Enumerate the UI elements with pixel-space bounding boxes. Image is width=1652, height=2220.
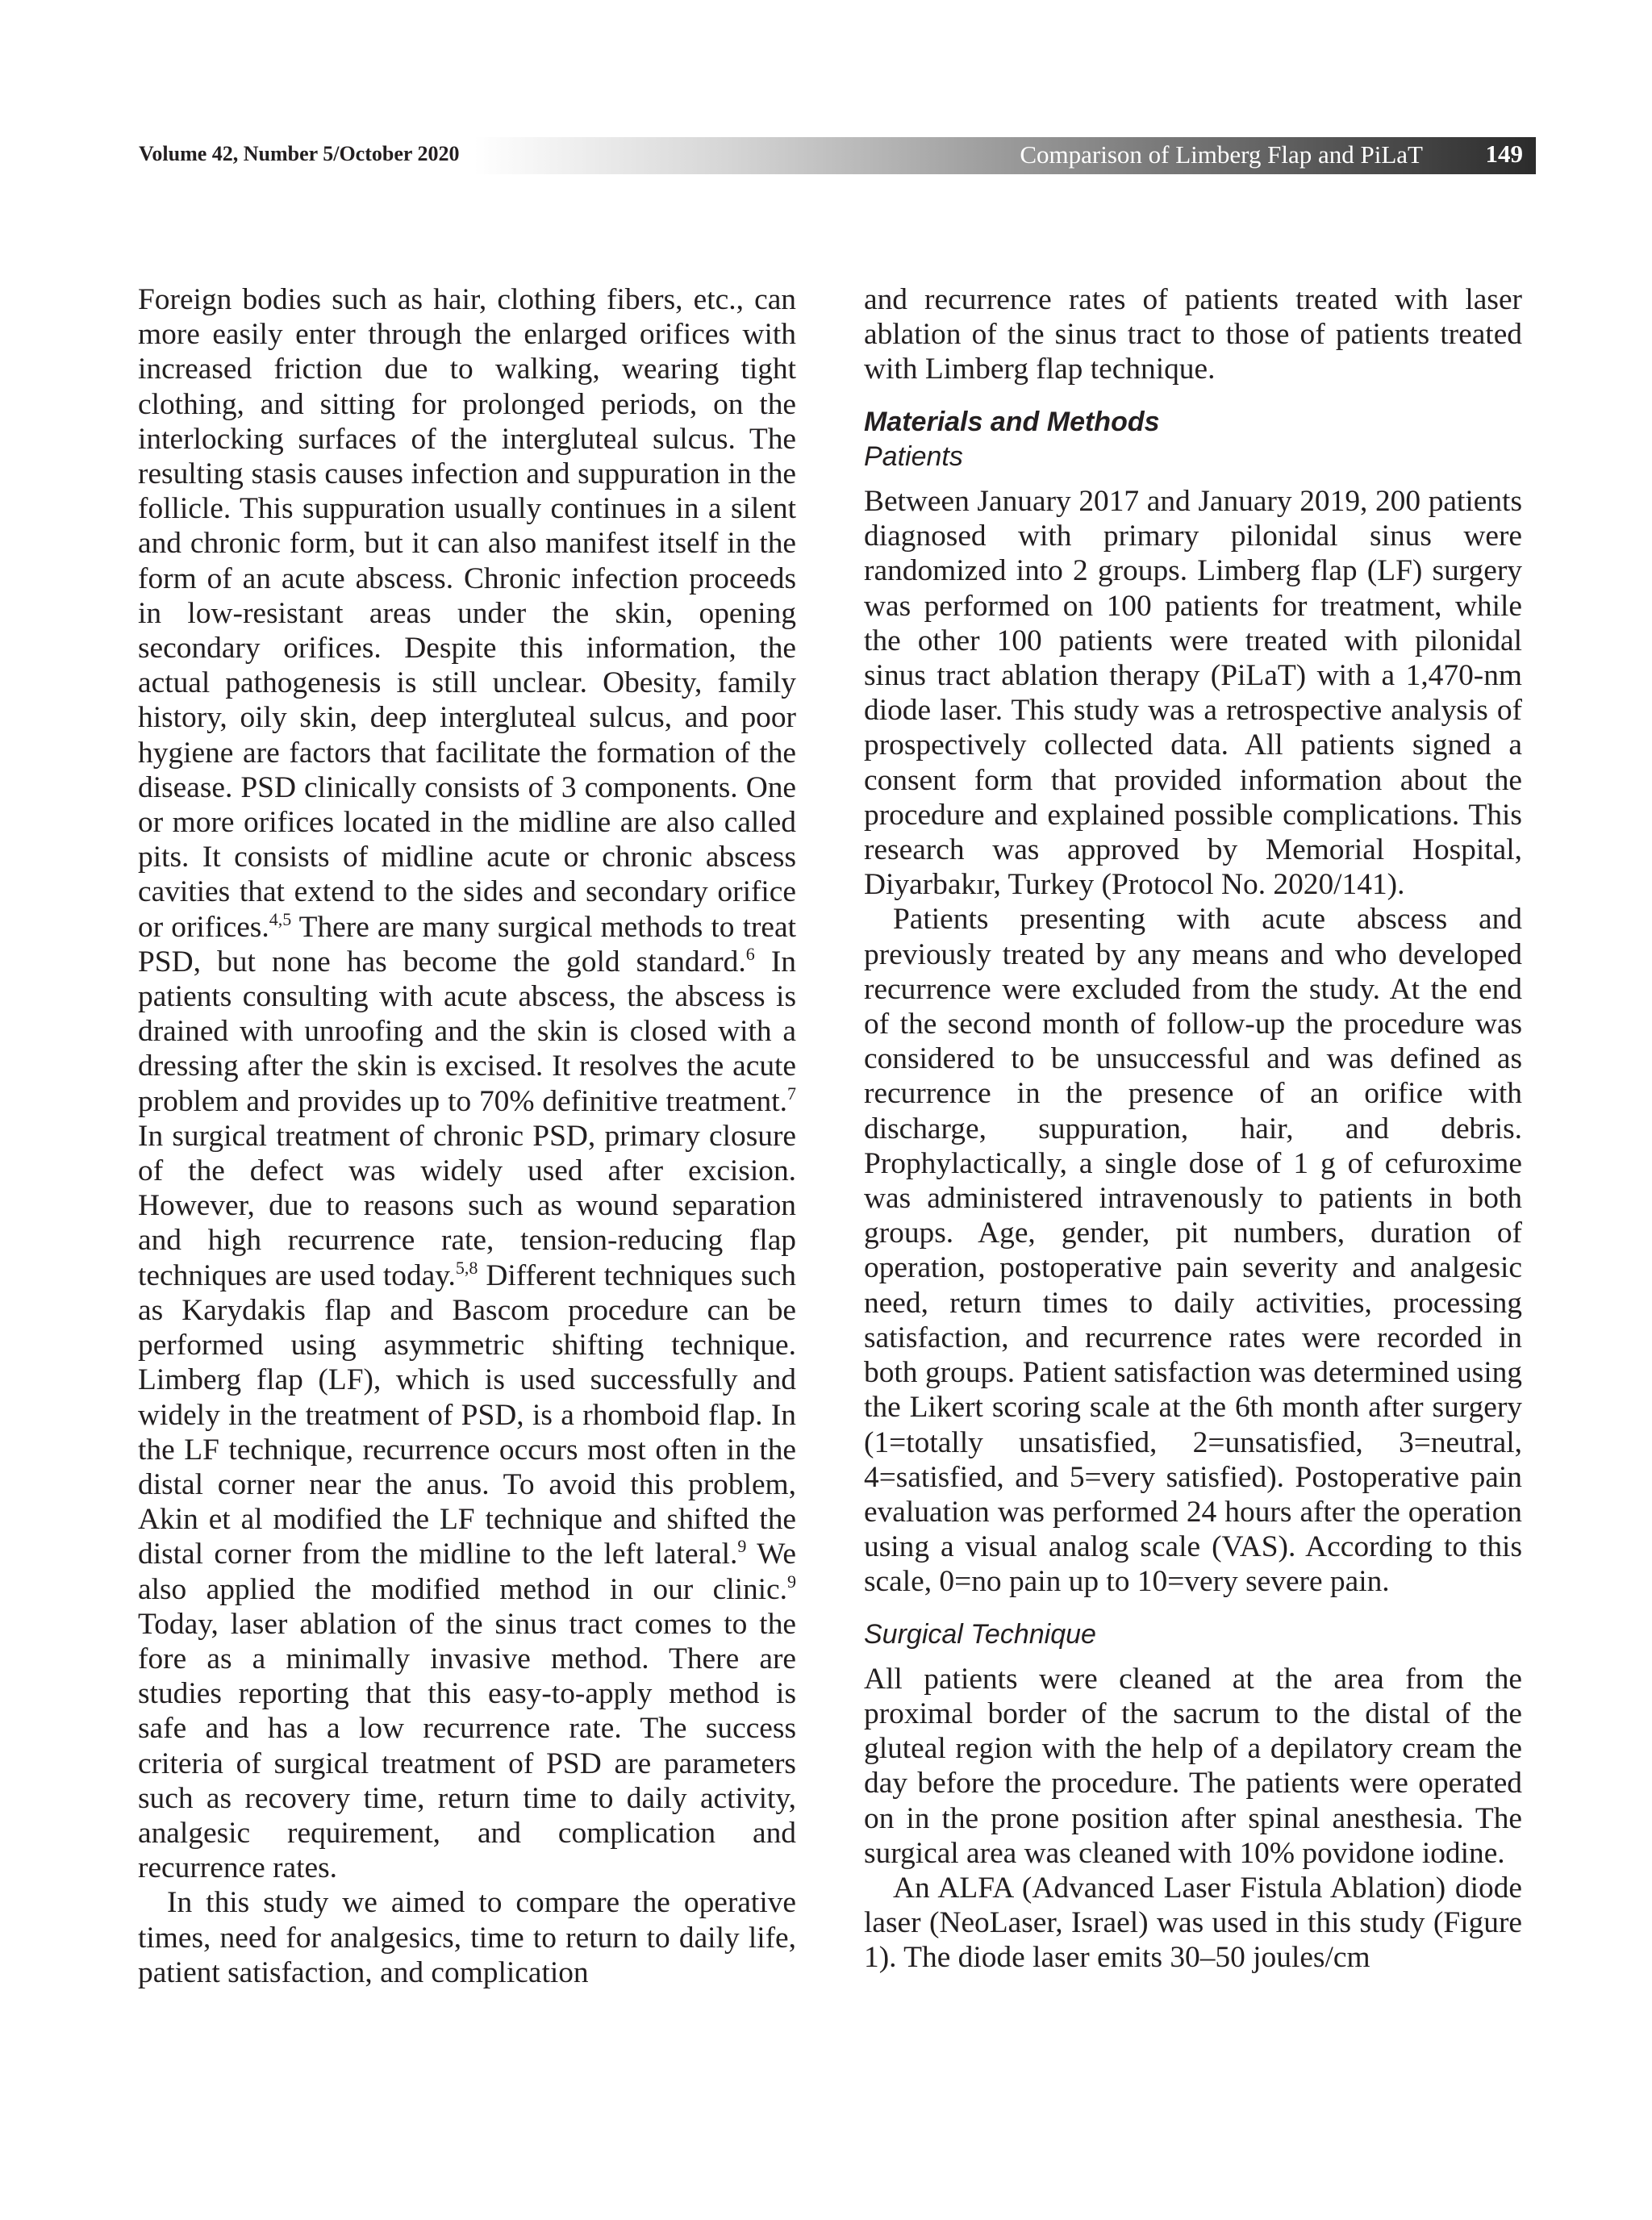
- subheading-surgical-technique: Surgical Technique: [864, 1618, 1096, 1650]
- left-column: [138, 282, 796, 1990]
- intro-paragraph: Foreign bodies such as hair, clothing fibers, etc., can more easily enter through the enlarged orifices with increased friction due to walking, wearing tight clothing, and sitting for prolonged periods, on the interlocking surfaces of the intergluteal sulcus. The resulting stasis causes infection and suppuration in the follicle. This suppuration usually continues in a silent and chronic form, but it can also manifest itself in the form of an acute abscess. Chronic infection proceeds in low-resistant areas under the skin, opening secondary orifices. Despite this information, the actual pathogenesis is still unclear. Obesity, family history, oily skin, deep intergluteal sulcus, and poor hygiene are factors that facilitate the formation of the disease. PSD clinically consists of 3 components. One or more orifices located in the midline are also called pits. It consists of midline acute or chronic abscess cavities that extend to the sides and secondary orifice or orifices.$^{4,5}$ There are many surgical methods to treat PSD, but none has become the gold standard.$^6$ In patients consulting with acute abscess, the abscess is drained with unroofing and the skin is closed with a dressing after the skin is excised. It resolves the acute problem and provides up to 70% definitive treatment.$^7$ In surgical treatment of chronic PSD, primary closure of the defect was widely used after excision. However, due to reasons such as wound separation and high recurrence rate, tension-reducing flap techniques are used today.$^{5,8}$ Different techniques such as Karydakis flap and Bascom procedure can be performed using asymmetric shifting technique. Limberg flap (LF), which is used successfully and widely in the treatment of PSD, is a rhomboid flap. In the LF technique, recurrence occurs most often in the distal corner near the anus. To avoid this problem, Akin et al modified the LF technique and shifted the distal corner from the midline to the left lateral.$^9$ We also applied the modified method in our clinic.$^9$ Today, laser ablation of the sinus tract comes to the fore as a minimally invasive method. There are studies reporting that this easy-to-apply method is safe and has a low recurrence rate. The success criteria of surgical treatment of PSD are parameters such as recovery time, return time to daily activity, analgesic requirement, and complication and recurrence rates.: [138, 283, 796, 1885]
- patients-paragraph-1: Between January 2017 and January 2019, 200 patients diagnosed with primary pilonidal sinus were randomized into 2 groups. Limberg flap (LF) surgery was performed on 100 patients for treatment, while the other 100 patients were treated with pilonidal sinus tract ablation therapy (PiLaT) with a 1,470-nm diode laser. This study was a retrospective analysis of prospectively collected data. All patients signed a consent form that provided information about the procedure and explained possible complications. This research was approved by Memorial Hospital, Diyarbakır, Turkey (Protocol No. 2020/141).: [864, 485, 1522, 902]
- citation: 9: [737, 1536, 747, 1557]
- journal-issue: Volume 42, Number 5/October 2020: [139, 142, 469, 166]
- citation: 7: [787, 1083, 796, 1104]
- citation: 4,5: [269, 908, 292, 929]
- patients-paragraph-2: Patients presenting with acute abscess and previously treated by any means and who developed recurrence were excluded from the study. At the end of the second month of follow-up the procedure was considered to be unsuccessful and was defined as recurrence in the presence of an orifice with discharge, suppuration, hair, and debris. Prophylactically, a single dose of 1 g of cefuroxime was administered intravenously to patients in both groups. Age, gender, pit numbers, duration of operation, postoperative pain severity and analgesic need, return times to daily activities, processing satisfaction, and recurrence rates were recorded in both groups. Patient satisfaction was determined using the Likert scoring scale at the 6th month after surgery (1=totally unsatisfied, 2=unsatisfied, 3=neutral, 4=satisfied, and 5=very satisfied). Postoperative pain evaluation was performed 24 hours after the operation using a visual analog scale (VAS). According to this scale, 0=no pain up to 10=very severe pain.: [864, 903, 1522, 1599]
- citation: 6: [745, 943, 755, 964]
- aim-paragraph-continued: and recurrence rates of patients treated with laser ablation of the sinus tract to those of patients treated with Limberg flap technique.: [864, 283, 1522, 386]
- right-column: [864, 282, 1522, 1976]
- running-header: [139, 137, 1536, 174]
- surgical-paragraph-2: An ALFA (Advanced Laser Fistula Ablation) diode laser (NeoLaser, Israel) was used in this study (Figure 1). The diode laser emits 30–50 joules/cm: [864, 1871, 1522, 1975]
- page-number: 149: [1485, 140, 1523, 168]
- surgical-paragraph-1: All patients were cleaned at the area from the proximal border of the sacrum to the distal of the gluteal region with the help of a depilatory cream the day before the procedure. The patients were operated on in the prone position after spinal anesthesia. The surgical area was cleaned with 10% povidone iodine.: [864, 1662, 1522, 1870]
- running-title: Comparison of Limberg Flap and PiLaT: [1020, 140, 1423, 169]
- aim-paragraph: In this study we aimed to compare the operative times, need for analgesics, time to return to daily life, patient satisfaction, and complication: [138, 1886, 796, 1989]
- citation: 9: [787, 1571, 796, 1592]
- subheading-patients: Patients: [864, 440, 963, 472]
- citation: 5,8: [455, 1257, 478, 1278]
- section-heading-methods: Materials and Methods: [864, 406, 1160, 437]
